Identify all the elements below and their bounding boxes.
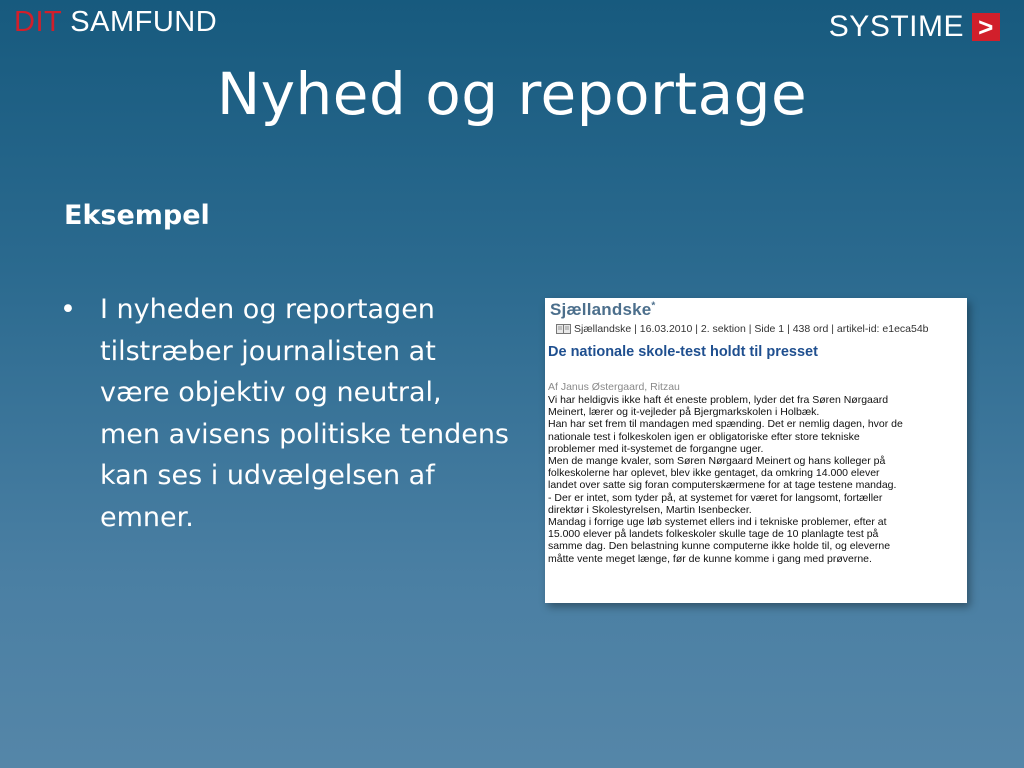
bullet-list [60,289,510,538]
newspaper-icon [556,324,571,334]
article-body: Vi har heldigvis ikke haft ét eneste problem, lyder det fra Søren Nørgaard Meinert, lærer og it-vejleder på Bjergmarkskolen i Holbæk. Han har set frem til mandagen med spænding. Det er nemlig dagen, hvor de nationale test i folkeskolen igen er obligatoriske efter store tekniske problemer med it-systemet de forgangne uger. Men de mange kvaler, som Søren Nørgaard Meinert og hans kolleger på folkeskolerne har oplevet, blev ikke gentaget, da omkring 14.000 elever landet over satte sig foran computerskærmene for at tage testene mandag. - Der er intet, som tyder på, at systemet for været for langsomt, fortæller direktør i Skolestyrelsen, Martin Isenbecker. Mandag i forrige uge løb systemet ellers ind i tekniske problemer, efter at 15.000 elever på landets folkeskoler skulle tage de 10 planlagte test på samme dag. Den belastning kunne computerne ikke holde til, og eleverne måtte vente meget længe, før de kunne komme i gang med prøverne. [548,394,903,565]
bullet-icon: • [60,294,76,325]
newspaper-logo [550,300,964,320]
logo-systime-text: SYSTIME [828,10,964,43]
article-meta-text: Sjællandske | 16.03.2010 | 2. sektion | Side 1 | 438 ord | artikel-id: e1eca54b [574,323,929,335]
newspaper-logo-text: Sjællandske [550,300,652,319]
newspaper-clipping [545,298,967,603]
article-headline: De nationale skole-test holdt til presset [548,344,818,360]
dit-samfund-logo [14,6,217,39]
article-byline: Af Janus Østergaard, Ritzau [548,381,680,393]
logo-samfund-text: SAMFUND [70,6,218,38]
newspaper-logo-mark: * [651,300,656,312]
logo-dit-text: DIT [14,6,62,38]
article-meta [556,323,964,335]
page-title: Nyhed og reportage [216,60,808,128]
bullet-text: I nyheden og reportagen tilstræber journalisten at være objektiv og neutral, men avisens politiske tendens kan ses i udvælgelsen af emner. [100,294,509,533]
chevron-right-icon: > [972,13,1000,41]
list-item [60,289,510,538]
systime-logo [829,10,1000,44]
section-subheading: Eksempel [64,200,210,231]
